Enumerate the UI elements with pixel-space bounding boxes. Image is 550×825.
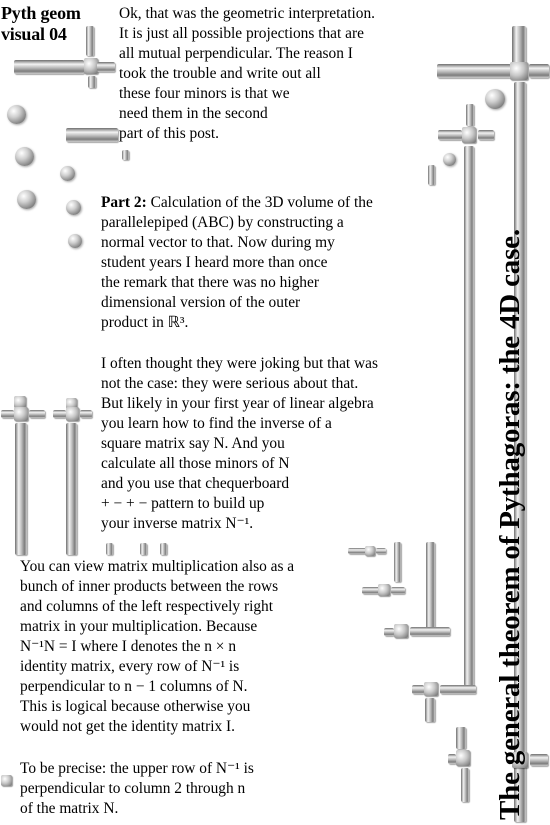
metal-bar-decoration — [97, 62, 115, 72]
metal-bar-decoration — [88, 76, 96, 88]
metal-bar-decoration — [53, 410, 66, 418]
metal-bar-decoration — [86, 26, 94, 56]
text-line: perpendicular to n − 1 columns of N. — [20, 678, 248, 695]
metal-knob-decoration — [365, 546, 375, 556]
metal-bar-decoration — [29, 410, 45, 418]
metal-bar-decoration — [425, 698, 435, 722]
text-line: not the case: they were serious about that. — [101, 375, 359, 392]
metal-bar-decoration — [1, 410, 14, 418]
text-line: It is just all possible projections that are — [119, 25, 364, 42]
metal-bar-decoration — [530, 754, 548, 766]
metal-bar-decoration — [122, 150, 129, 160]
text-line: calculate all those minors of N — [101, 455, 290, 472]
metal-bar-decoration — [512, 26, 526, 66]
metal-ball-decoration — [485, 89, 505, 109]
text-line: matrix in your multiplication. Because — [20, 618, 258, 635]
paragraph-precise-statement — [20, 759, 254, 819]
metal-bar-decoration — [160, 543, 167, 555]
metal-ball-decoration — [7, 105, 26, 124]
text-line: square matrix say N. And you — [101, 435, 285, 452]
metal-knob-decoration — [462, 127, 476, 143]
metal-knob-decoration — [456, 750, 470, 766]
metal-bar-decoration — [348, 548, 366, 554]
metal-bar-decoration — [438, 130, 462, 140]
text-line: student years I heard more than once — [101, 254, 328, 271]
metal-bar-decoration — [412, 685, 424, 694]
part-2-heading: Part 2: — [101, 194, 147, 211]
text-line: dimensional version of the outer — [101, 294, 301, 311]
text-line: and you use that chequerboard — [101, 475, 290, 492]
metal-knob-decoration — [1, 775, 12, 786]
text-line: This is logical because otherwise you — [20, 698, 251, 715]
text-line: you learn how to find the inverse of a — [101, 415, 332, 432]
text-line: You can view matrix multiplication also as a — [20, 558, 295, 575]
metal-bar-decoration — [140, 543, 147, 555]
text-line: Ok, that was the geometric interpretation. — [119, 5, 375, 22]
text-fragment: Calculation of the 3D volume of the — [146, 194, 373, 211]
paragraph-matrix-multiplication — [20, 557, 294, 737]
metal-bar-decoration — [456, 727, 466, 749]
metal-ball-decoration — [60, 166, 75, 181]
paragraph-part-2 — [101, 193, 373, 333]
metal-ball-decoration — [17, 190, 36, 209]
vertical-title: The general theorem of Pythagoras: the 4D case. — [494, 229, 526, 820]
title-line-1: Pyth geom — [1, 3, 81, 23]
metal-bar-decoration — [376, 548, 386, 554]
metal-bar-decoration — [80, 410, 92, 418]
text-line: these four minors is that we — [119, 85, 290, 102]
metal-bar-decoration — [394, 542, 401, 582]
text-line: all mutual perpendicular. The reason I — [119, 45, 353, 62]
metal-ball-decoration — [66, 200, 81, 215]
text-line — [101, 193, 373, 213]
metal-bar-decoration — [66, 128, 118, 142]
metal-bar-decoration — [478, 130, 494, 140]
metal-bar-decoration — [461, 768, 469, 802]
metal-knob-decoration — [84, 58, 98, 74]
metal-bar-decoration — [410, 627, 450, 636]
metal-knob-decoration — [394, 624, 408, 638]
text-line: identity matrix, every row of N⁻¹ is — [20, 658, 240, 675]
metal-bar-decoration — [384, 628, 394, 636]
text-line: bunch of inner products between the rows — [20, 578, 279, 595]
metal-ball-decoration — [68, 234, 82, 248]
text-line: normal vector to that. Now during my — [101, 234, 335, 251]
metal-bar-decoration — [464, 146, 474, 686]
metal-bar-decoration — [14, 60, 84, 74]
page-title — [1, 3, 81, 45]
text-line: need them in the second — [119, 105, 268, 122]
title-line-2: visual 04 — [1, 24, 67, 44]
metal-knob-decoration — [14, 407, 28, 421]
metal-bar-decoration — [391, 587, 405, 594]
metal-knob-decoration — [66, 407, 79, 421]
text-line: parallelepiped (ABC) by constructing a — [101, 214, 344, 231]
metal-knob-decoration — [378, 584, 390, 596]
text-line: + − + − pattern to build up — [101, 495, 265, 512]
metal-bar-decoration — [428, 165, 435, 185]
text-line: the remark that there was no higher — [101, 274, 319, 291]
text-line: your inverse matrix N⁻¹. — [101, 515, 254, 532]
text-line: perpendicular to column 2 through n — [20, 780, 246, 797]
metal-bar-decoration — [437, 64, 511, 78]
text-line: of the matrix N. — [20, 800, 119, 817]
metal-knob-decoration — [424, 682, 438, 696]
metal-bar-decoration — [448, 754, 456, 764]
metal-ball-decoration — [15, 147, 34, 166]
text-line: took the trouble and write out all — [119, 65, 321, 82]
metal-knob-decoration — [510, 62, 528, 80]
text-line: But likely in your first year of linear algebra — [101, 395, 374, 412]
text-line: To be precise: the upper row of N⁻¹ is — [20, 760, 254, 777]
text-line: part of this post. — [119, 125, 220, 142]
text-line: I often thought they were joking but that was — [101, 355, 378, 372]
metal-bar-decoration — [466, 104, 474, 126]
text-line: N⁻¹N = I where I denotes the n × n — [20, 638, 237, 655]
paragraph-inverse-matrix — [101, 354, 378, 534]
metal-bar-decoration — [106, 543, 113, 555]
metal-ball-decoration — [443, 153, 456, 166]
metal-bar-decoration — [440, 685, 476, 694]
text-line: product in ℝ³. — [101, 314, 189, 331]
metal-bar-decoration — [15, 423, 27, 555]
paragraph-intro — [119, 4, 375, 144]
metal-bar-decoration — [529, 64, 549, 78]
metal-bar-decoration — [426, 542, 435, 632]
metal-bar-decoration — [66, 423, 77, 555]
text-line: and columns of the left respectively right — [20, 598, 274, 615]
text-line: would not get the identity matrix I. — [20, 718, 236, 735]
